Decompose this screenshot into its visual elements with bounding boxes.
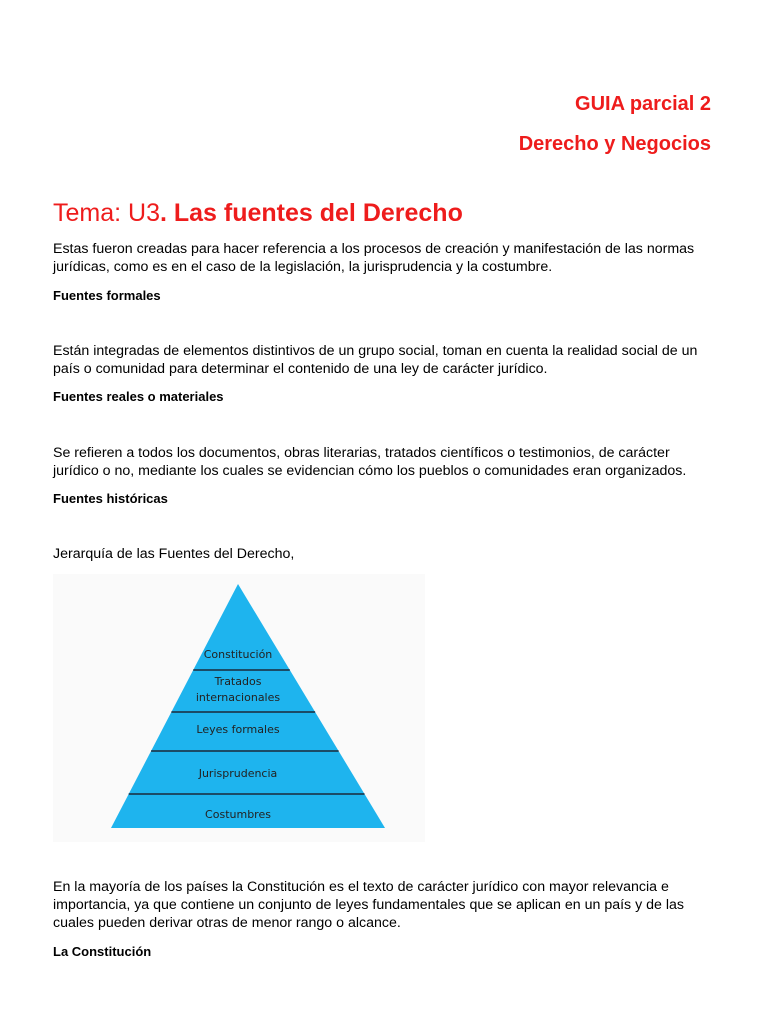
course-subtitle: Derecho y Negocios xyxy=(518,133,711,155)
pyramid-level-label: Costumbres xyxy=(205,808,271,821)
fuentes-formales-heading: Fuentes formales xyxy=(53,288,161,303)
jerarquia-paragraph: Jerarquía de las Fuentes del Derecho, xyxy=(53,546,295,562)
fuentes-historicas-paragraph: Se refieren a todos los documentos, obras literarias, tratados científicos o testimonios, de carácter jurídico o no, mediante los cuales se evidencian cómo los pueblos o comunidades eran organizados. xyxy=(53,445,687,479)
intro-paragraph: Estas fueron creadas para hacer referencia a los procesos de creación y manifestación de las normas jurídicas, como es en el caso de la legislación, la jurisprudencia y la costumbre. xyxy=(53,241,695,275)
pyramid-level-label: Jurisprudencia xyxy=(198,767,278,780)
topic-prefix: Tema: U3 xyxy=(53,199,160,227)
fuentes-reales-heading: Fuentes reales o materiales xyxy=(53,389,224,404)
pyramid-level-label: Leyes formales xyxy=(196,723,280,736)
hierarchy-pyramid-figure xyxy=(53,574,425,842)
pyramid-shape xyxy=(111,584,385,828)
topic-title: . Las fuentes del Derecho xyxy=(159,199,463,227)
fuentes-historicas-heading: Fuentes históricas xyxy=(53,491,168,506)
pyramid-level-label: Constitución xyxy=(203,648,273,661)
pyramid-level-label: Tratados xyxy=(214,675,262,688)
la-constitucion-heading: La Constitución xyxy=(53,944,152,959)
fuentes-reales-paragraph: Están integradas de elementos distintivos de un grupo social, toman en cuenta la realidad social de un país o comunidad para determinar el contenido de una ley de carácter jurídico. xyxy=(53,343,698,377)
pyramid-diagram xyxy=(53,574,425,842)
constitucion-paragraph: En la mayoría de los países la Constitución es el texto de carácter jurídico con mayor relevancia e importancia, ya que contiene un conjunto de leyes fundamentales que se aplican en un país y de las cuales pueden derivar otras de menor rango o alcance. xyxy=(53,879,684,931)
pyramid-level-label: internacionales xyxy=(195,691,281,704)
guide-title: GUIA parcial 2 xyxy=(575,93,711,115)
topic-heading xyxy=(53,197,463,229)
